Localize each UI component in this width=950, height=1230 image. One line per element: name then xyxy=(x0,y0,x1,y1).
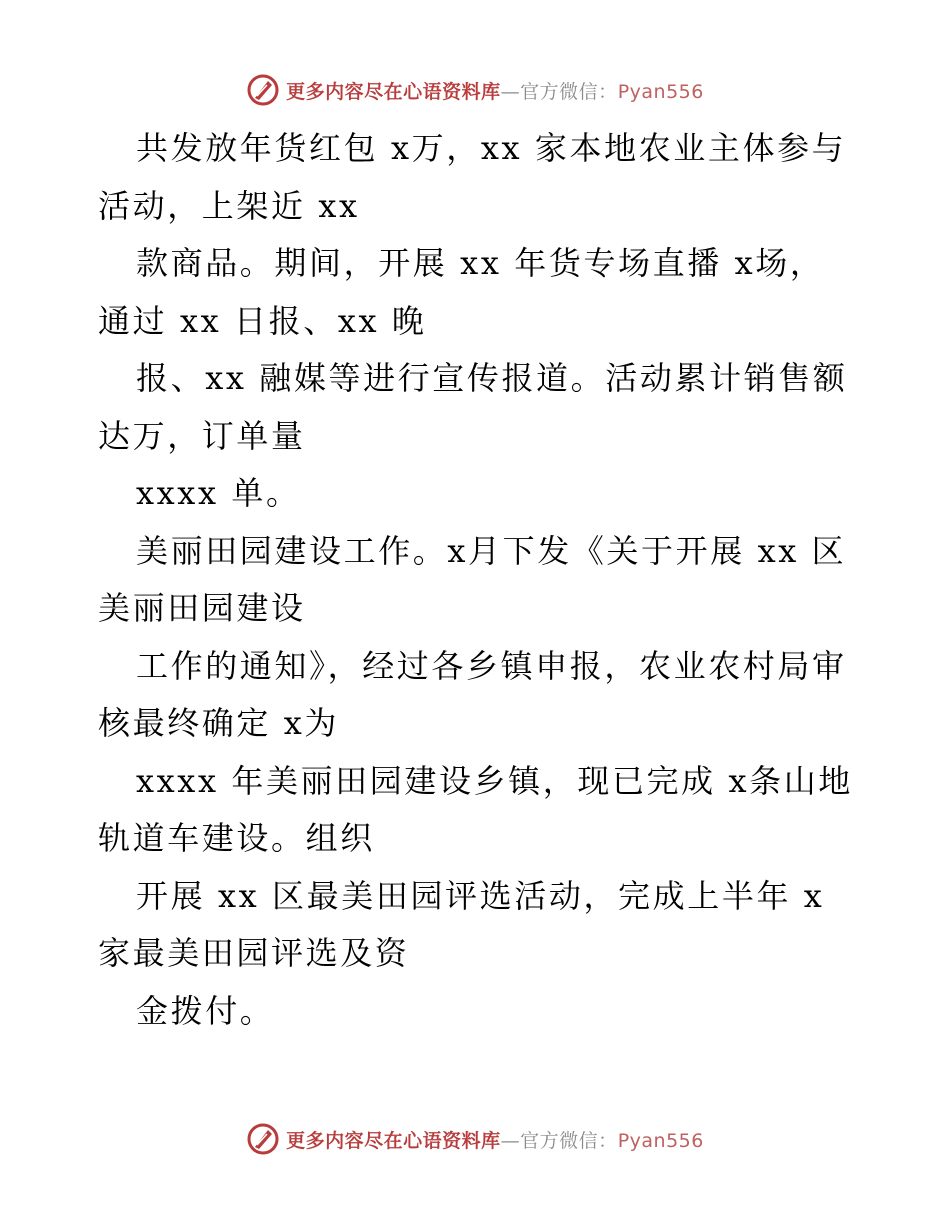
text-line: 报、xx 融媒等进行宣传报道。活动累计销售额 xyxy=(136,359,848,397)
footer-watermark xyxy=(0,1119,950,1159)
watermark-wechat-id: Pyan556 xyxy=(617,1129,704,1152)
text-line: 美丽田园建设工作。x月下发《关于开展 xx 区 xyxy=(136,531,847,570)
quill-pen-logo-icon xyxy=(246,1122,280,1156)
text-line: 共发放年货红包 x万，xx 家本地农业主体参与 xyxy=(136,129,847,167)
text-line: 美丽田园建设 xyxy=(98,589,306,627)
watermark-text xyxy=(286,1126,704,1153)
text-line: 活动，上架近 xx xyxy=(98,186,360,225)
text-line: 达万，订单量 xyxy=(98,416,306,455)
text-line: 轨道车建设。组织 xyxy=(98,819,375,857)
watermark-text xyxy=(286,77,704,104)
text-line: 通过 xx 日报、xx 晚 xyxy=(98,301,427,340)
text-line: 金拨付。 xyxy=(136,991,275,1030)
text-line: 家最美田园评选及资 xyxy=(98,934,410,972)
watermark-wechat-id: Pyan556 xyxy=(617,80,704,103)
quill-pen-logo-icon xyxy=(246,73,280,107)
header-watermark xyxy=(0,70,950,110)
watermark-sub-text: —官方微信： xyxy=(500,1129,618,1152)
text-line: xxxx 年美丽田园建设乡镇，现已完成 x条山地 xyxy=(136,761,853,800)
watermark-main-text: 更多内容尽在心语资料库 xyxy=(286,80,501,103)
text-line: 开展 xx 区最美田园评选活动，完成上半年 x xyxy=(136,876,825,915)
watermark-sub-text: —官方微信： xyxy=(500,80,618,103)
text-line: 款商品。期间，开展 xx 年货专场直播 x场， xyxy=(136,244,825,282)
watermark-main-text: 更多内容尽在心语资料库 xyxy=(286,1129,501,1152)
text-line: xxxx 单。 xyxy=(136,474,301,512)
document-body xyxy=(98,120,858,1040)
text-line: 工作的通知》，经过各乡镇申报，农业农村局审 xyxy=(136,646,847,685)
text-line: 核最终确定 x为 xyxy=(98,704,340,742)
